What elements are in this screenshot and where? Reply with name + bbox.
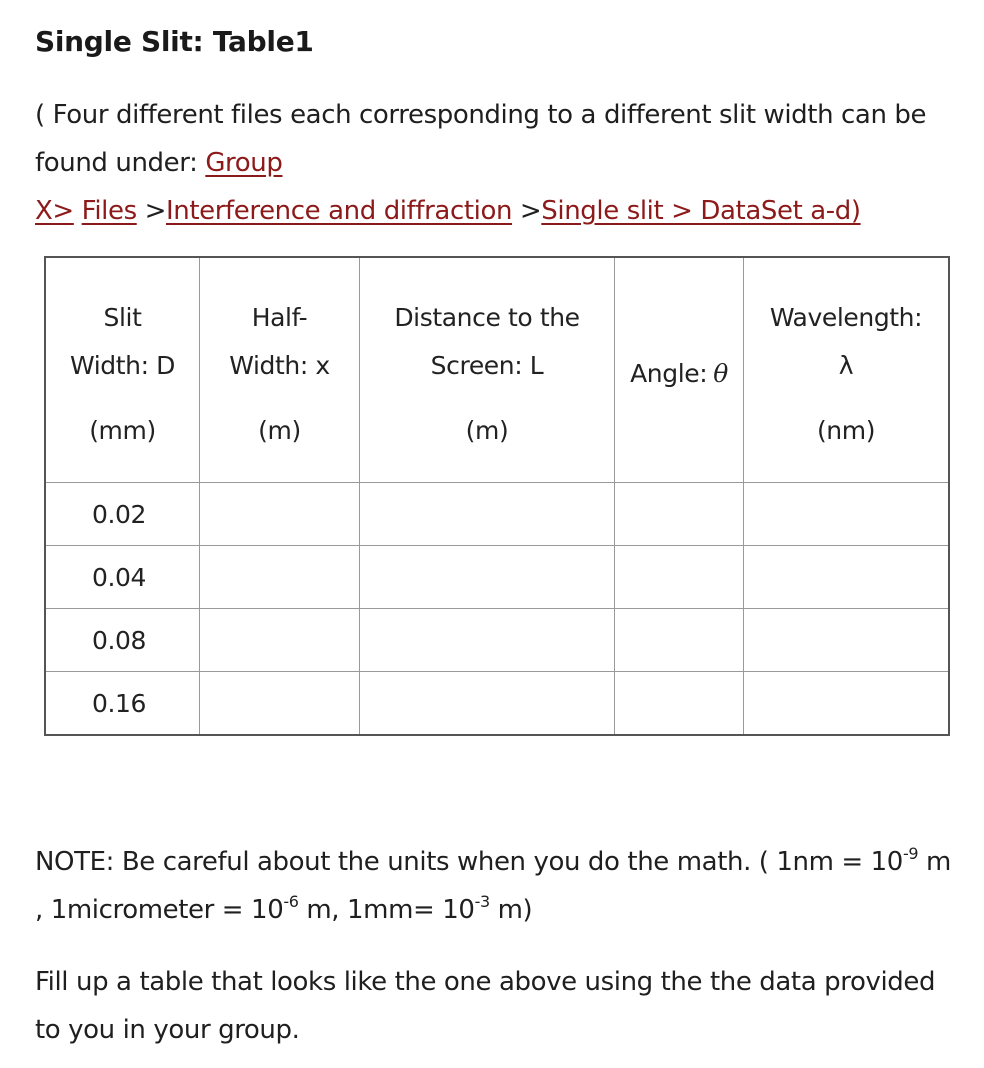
header-angle [615, 257, 744, 483]
empty-cell[interactable] [200, 546, 360, 609]
header-line: Width: D [69, 351, 176, 380]
theta-symbol: θ [713, 358, 728, 388]
link-interference-diffraction[interactable]: Interference and diffraction [165, 196, 513, 226]
note-exponent: -9 [902, 844, 919, 863]
note-text: m, 1mm= 10 [298, 895, 475, 925]
header-wavelength [744, 257, 950, 483]
header-line: Screen: L [430, 351, 544, 380]
note-exponent: -3 [474, 892, 490, 911]
empty-cell[interactable] [744, 546, 950, 609]
empty-cell[interactable] [360, 483, 615, 546]
link-x[interactable]: X> [35, 196, 74, 226]
table-header-row [45, 257, 949, 483]
link-group[interactable]: Group [205, 148, 283, 178]
table-row [45, 609, 949, 672]
empty-cell[interactable] [200, 609, 360, 672]
slit-width-cell: 0.04 [45, 546, 200, 609]
table-row [45, 672, 949, 736]
header-unit: (m) [258, 416, 301, 445]
intro-paragraph [35, 91, 955, 235]
header-unit: (nm) [816, 416, 876, 445]
header-distance [360, 257, 615, 483]
intro-text: ( Four different files each corresponding to a different slit width can be found under: [35, 100, 927, 178]
header-line: Wavelength: [769, 303, 923, 332]
empty-cell[interactable] [360, 609, 615, 672]
table-row [45, 483, 949, 546]
header-line: Slit [103, 303, 142, 332]
units-note [35, 838, 955, 934]
breadcrumb-separator: > [512, 196, 542, 226]
instruction-paragraph: Fill up a table that looks like the one above using the the data provided to you in your group. [35, 967, 936, 1045]
header-line: Width: x [229, 351, 330, 380]
empty-cell[interactable] [200, 483, 360, 546]
empty-cell[interactable] [615, 672, 744, 736]
header-line: Angle: [630, 358, 708, 388]
slit-width-cell: 0.16 [45, 672, 200, 736]
note-exponent: -6 [283, 892, 299, 911]
link-single-slit-dataset[interactable]: Single slit > DataSet a-d) [541, 196, 861, 226]
header-line: Half- [251, 303, 308, 332]
header-unit: (m) [465, 416, 509, 445]
header-slit-width [45, 257, 200, 483]
link-files[interactable]: Files [81, 196, 137, 226]
empty-cell[interactable] [615, 546, 744, 609]
data-table [44, 256, 950, 736]
page-title: Single Slit: Table1 [35, 25, 314, 58]
empty-cell[interactable] [744, 672, 950, 736]
header-unit: (mm) [89, 416, 156, 445]
header-half-width [200, 257, 360, 483]
empty-cell[interactable] [615, 609, 744, 672]
empty-cell[interactable] [744, 609, 950, 672]
slit-width-cell: 0.02 [45, 483, 200, 546]
header-line: Distance to the [394, 303, 580, 332]
note-text: m , 1micrometer = 10 [35, 847, 951, 925]
empty-cell[interactable] [360, 672, 615, 736]
slit-width-cell: 0.08 [45, 609, 200, 672]
note-text: NOTE: Be careful about the units when you do the math. ( 1nm = 10 [35, 847, 903, 877]
header-line: λ [838, 351, 854, 380]
empty-cell[interactable] [615, 483, 744, 546]
note-text: m) [489, 895, 533, 925]
empty-cell[interactable] [744, 483, 950, 546]
table-row [45, 546, 949, 609]
empty-cell[interactable] [360, 546, 615, 609]
empty-cell[interactable] [200, 672, 360, 736]
breadcrumb-separator: > [136, 196, 166, 226]
